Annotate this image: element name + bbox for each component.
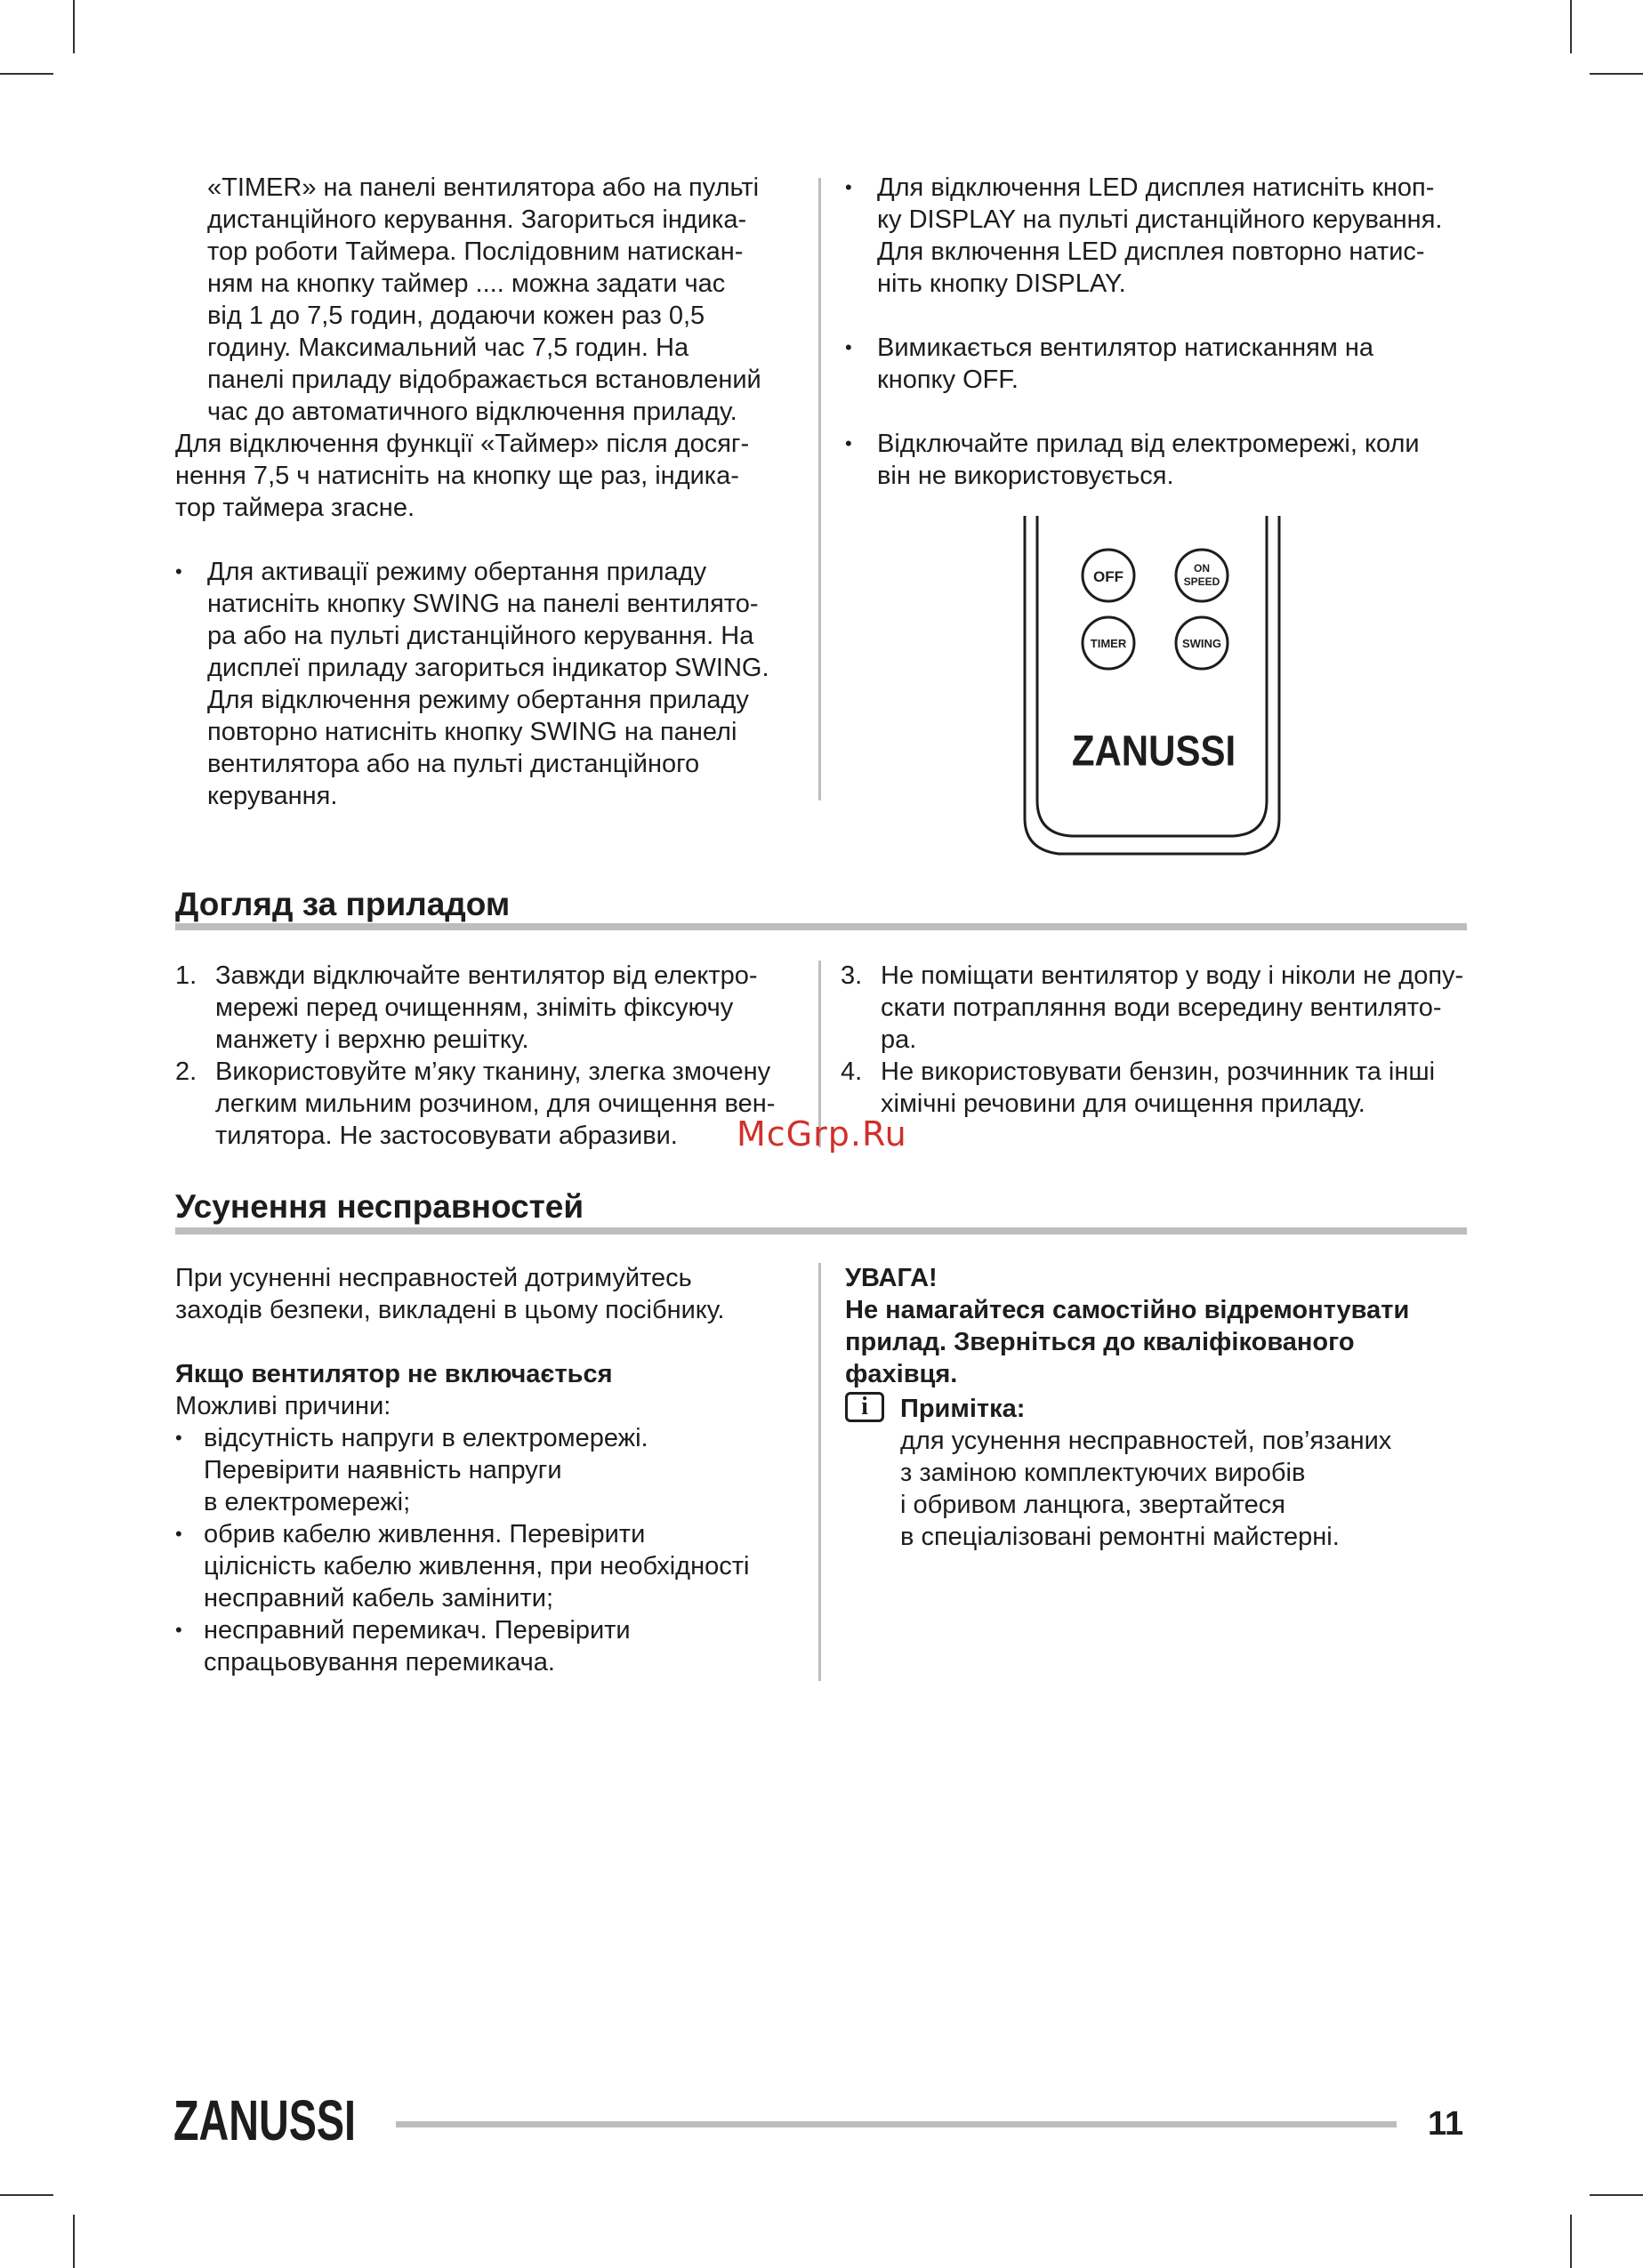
text-line: для усунення несправностей, пов’язаних (900, 1427, 1392, 1455)
causes-label: Можливі причини: (175, 1392, 391, 1420)
text-line: від 1 до 7,5 годин, додаючи кожен раз 0,5 (207, 302, 705, 330)
text-line: • відсутність напруги в електромережі. (204, 1424, 648, 1452)
list-item (845, 428, 1468, 492)
text-line: панелі приладу відображається встановлений (207, 366, 761, 394)
care-list-right (841, 960, 1468, 1120)
text-line: заходів безпеки, викладені в цьому посібнику. (175, 1296, 725, 1324)
text-line: натисніть кнопку SWING на панелі вентилято- (207, 590, 759, 618)
list-item (841, 960, 1468, 1056)
item-number: 3. (841, 961, 863, 990)
text-line: • обрив кабелю живлення. Перевірити (204, 1520, 646, 1548)
item-number: 4. (841, 1058, 863, 1086)
swing-button (1176, 617, 1228, 669)
svg-text:TIMER: TIMER (1090, 637, 1127, 650)
text-line: • Для відключення LED дисплея натисніть кноп- (877, 173, 1435, 202)
section-rule (175, 1227, 1467, 1235)
right-column-top (845, 172, 1468, 492)
text-line: ку DISPLAY на пульті дистанційного керування. (877, 205, 1443, 234)
text-line: він не використовується. (877, 462, 1174, 490)
text-line: несправний кабель замінити; (204, 1584, 554, 1613)
text-line: • Для активації режиму обертання приладу (207, 558, 707, 586)
text-line: Завжди відключайте вентилятор від електро- (215, 961, 758, 990)
list-item (845, 172, 1468, 300)
care-section-title: Догляд за приладом (175, 886, 511, 922)
list-item (175, 1614, 798, 1678)
text-line: • Відключайте прилад від електромережі, коли (877, 430, 1420, 458)
column-divider (818, 178, 821, 800)
text-line: «TIMER» на панелі вентилятора або на пульті (207, 173, 760, 202)
text-line: хімічні речовини для очищення приладу. (881, 1090, 1365, 1118)
text-line: і обривом ланцюга, звертайтеся (900, 1491, 1285, 1519)
crop-mark (1590, 2194, 1643, 2196)
watermark: McGrp.Ru (737, 1114, 907, 1154)
text-line: цілісність кабелю живлення, при необхідності (204, 1552, 750, 1580)
swing-bullet (175, 556, 798, 812)
list-item (175, 1422, 798, 1518)
remote-control-illustration (1023, 516, 1283, 858)
timer-button (1083, 617, 1134, 669)
on-speed-button (1176, 550, 1228, 601)
item-number: 2. (175, 1058, 197, 1086)
list-item (841, 1056, 1468, 1120)
text-line: вентилятора або на пульті дистанційного (207, 750, 700, 778)
crop-mark (73, 0, 75, 53)
list-item (175, 960, 798, 1056)
text-line: Не намагайтеся самостійно відремонтувати (845, 1296, 1410, 1324)
troubleshooting-left-column (175, 1262, 798, 1678)
text-line: скати потрапляння води всередину вентилято- (881, 993, 1442, 1022)
subsection-heading: Якщо вентилятор не включається (175, 1360, 613, 1388)
care-right-column (841, 960, 1468, 1120)
text-line: дистанційного керування. Загориться індика- (207, 205, 747, 234)
item-number: 1. (175, 961, 197, 990)
crop-mark (1590, 73, 1643, 75)
care-left-column (175, 960, 798, 1152)
remote-brand-logo: ZANUSSI (1071, 726, 1236, 776)
section-rule (175, 923, 1467, 930)
text-line: манжету і верхню решітку. (215, 1025, 529, 1054)
note-block (900, 1393, 1470, 1553)
text-line: спрацьовування перемикача. (204, 1648, 555, 1677)
text-line: Перевірити наявність напруги (204, 1456, 562, 1484)
causes-list (175, 1422, 798, 1678)
text-line: повторно натисніть кнопку SWING на панелі (207, 718, 737, 746)
text-line: мережі перед очищенням, зніміть фіксуючу (215, 993, 734, 1022)
warning-title: УВАГА! (845, 1264, 938, 1292)
text-line: ням на кнопку таймер .... можна задати час (207, 269, 726, 298)
troubleshooting-section-title: Усунення несправностей (175, 1188, 584, 1225)
text-line: • несправний перемикач. Перевірити (204, 1616, 631, 1645)
text-line: ра або на пульті дистанційного керування. На (207, 622, 754, 650)
timer-off-paragraph (175, 428, 798, 524)
svg-text:ZANUSSI: ZANUSSI (173, 2088, 356, 2152)
text-line: Не використовувати бензин, розчинник та інші (881, 1058, 1436, 1086)
svg-text:OFF: OFF (1093, 568, 1124, 585)
text-line: час до автоматичного відключення приладу. (207, 398, 737, 426)
text-line: тор таймера згасне. (175, 494, 415, 522)
list-item (175, 1518, 798, 1614)
text-line: в електромережі; (204, 1488, 411, 1516)
text-line: тилятора. Не застосовувати абразиви. (215, 1122, 678, 1150)
column-divider (818, 1263, 821, 1681)
text-line: нення 7,5 ч натисніть на кнопку ще раз, індика- (175, 462, 739, 490)
crop-mark (1570, 2215, 1572, 2268)
text-line: прилад. Зверніться до кваліфікованого фахівця. (845, 1328, 1355, 1388)
text-line: легким мильним розчином, для очищення вен- (215, 1090, 776, 1118)
text-line: кнопку OFF. (877, 366, 1019, 394)
svg-text:ON: ON (1194, 562, 1210, 575)
text-line: ніть кнопку DISPLAY. (877, 269, 1126, 298)
text-line: керування. (207, 782, 338, 810)
text-line: ра. (881, 1025, 917, 1054)
text-line: дисплеї приладу загориться індикатор SWING. (207, 654, 769, 682)
off-button (1083, 550, 1134, 601)
text-line: При усуненні несправностей дотримуйтесь (175, 1264, 692, 1292)
text-line: Для відключення режиму обертання приладу (207, 686, 749, 714)
crop-mark (0, 73, 53, 75)
text-line: годину. Максимальний час 7,5 годин. На (207, 334, 689, 362)
text-line: Для відключення функції «Таймер» після досяг- (175, 430, 750, 458)
text-line: з заміною комплектуючих виробів (900, 1459, 1306, 1487)
svg-text:SWING: SWING (1181, 637, 1222, 650)
note-title: Примітка: (900, 1395, 1026, 1423)
zanussi-logo (173, 2090, 360, 2152)
crop-mark (0, 2194, 53, 2196)
info-icon: i (845, 1392, 884, 1422)
text-line: Не поміщати вентилятор у воду і ніколи не допу- (881, 961, 1464, 990)
text-line: Використовуйте м’яку тканину, злегка змочену (215, 1058, 771, 1086)
timer-paragraph (175, 172, 798, 428)
care-list-left (175, 960, 798, 1152)
crop-mark (73, 2215, 75, 2268)
list-item (845, 332, 1468, 396)
left-column-top (175, 172, 798, 812)
troubleshooting-right-column (845, 1262, 1468, 1390)
footer-rule (396, 2121, 1397, 2127)
swing-list (175, 556, 798, 812)
text-line: тор роботи Таймера. Послідовним натискан- (207, 237, 744, 266)
crop-mark (1570, 0, 1572, 53)
text-line: Для включення LED дисплея повторно натис- (877, 237, 1425, 266)
svg-text:SPEED: SPEED (1183, 575, 1220, 588)
text-line: в спеціалізовані ремонтні майстерні. (900, 1523, 1340, 1551)
page-number: 11 (1428, 2105, 1464, 2143)
list-item (175, 1056, 798, 1152)
text-line: • Вимикається вентилятор натисканням на (877, 334, 1373, 362)
display-list (845, 172, 1468, 492)
